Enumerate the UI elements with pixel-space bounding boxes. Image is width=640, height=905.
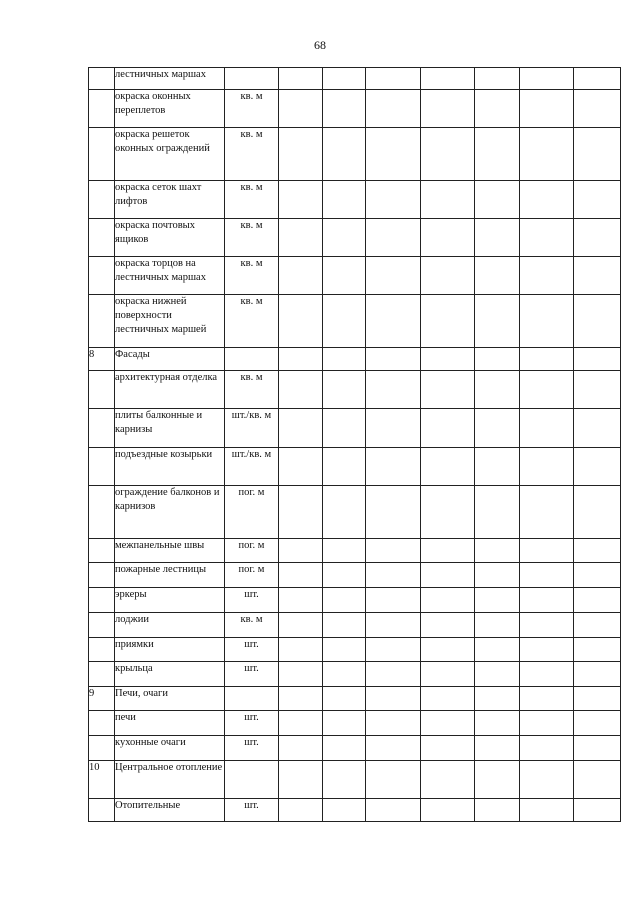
empty-cell: [279, 181, 323, 219]
empty-cell: [421, 539, 475, 563]
empty-cell: [475, 486, 520, 539]
empty-cell: [279, 128, 323, 181]
work-name-cell: межпанельные швы: [115, 539, 225, 563]
work-name-cell: Печи, очаги: [115, 687, 225, 711]
unit-cell: кв. м: [225, 295, 279, 348]
page-number: 68: [314, 38, 326, 52]
empty-cell: [279, 371, 323, 409]
work-name-cell: Фасады: [115, 348, 225, 371]
empty-cell: [323, 539, 366, 563]
empty-cell: [520, 128, 574, 181]
empty-cell: [475, 371, 520, 409]
row-number-cell: [89, 128, 115, 181]
empty-cell: [421, 613, 475, 638]
unit-cell: пог. м: [225, 539, 279, 563]
empty-cell: [520, 563, 574, 588]
empty-cell: [421, 409, 475, 448]
empty-cell: [366, 371, 421, 409]
empty-cell: [574, 799, 621, 822]
row-number-cell: [89, 711, 115, 736]
empty-cell: [520, 539, 574, 563]
empty-cell: [520, 181, 574, 219]
empty-cell: [574, 68, 621, 90]
empty-cell: [520, 662, 574, 687]
table-row: [89, 68, 621, 90]
empty-cell: [421, 711, 475, 736]
unit-cell: пог. м: [225, 563, 279, 588]
empty-cell: [279, 90, 323, 128]
table-row: [89, 448, 621, 486]
empty-cell: [366, 448, 421, 486]
empty-cell: [421, 638, 475, 662]
unit-cell: шт./кв. м: [225, 448, 279, 486]
work-name-cell: окраска почтовых ящиков: [115, 219, 225, 257]
empty-cell: [475, 563, 520, 588]
work-name-cell: окраска нижней поверхности лестничных маршей: [115, 295, 225, 348]
empty-cell: [574, 181, 621, 219]
row-number-cell: 10: [89, 761, 115, 799]
empty-cell: [475, 90, 520, 128]
unit-cell: кв. м: [225, 613, 279, 638]
empty-cell: [323, 588, 366, 613]
row-number-cell: [89, 68, 115, 90]
empty-cell: [574, 90, 621, 128]
table-row: [89, 257, 621, 295]
empty-cell: [520, 219, 574, 257]
unit-cell: шт.: [225, 799, 279, 822]
empty-cell: [475, 539, 520, 563]
unit-cell: кв. м: [225, 128, 279, 181]
empty-cell: [421, 761, 475, 799]
empty-cell: [366, 409, 421, 448]
empty-cell: [323, 90, 366, 128]
unit-cell: кв. м: [225, 219, 279, 257]
empty-cell: [520, 761, 574, 799]
empty-cell: [279, 563, 323, 588]
empty-cell: [574, 257, 621, 295]
empty-cell: [574, 563, 621, 588]
empty-cell: [279, 613, 323, 638]
empty-cell: [475, 295, 520, 348]
empty-cell: [279, 348, 323, 371]
empty-cell: [323, 348, 366, 371]
empty-cell: [520, 371, 574, 409]
empty-cell: [574, 348, 621, 371]
empty-cell: [520, 736, 574, 761]
empty-cell: [323, 128, 366, 181]
table-row: [89, 563, 621, 588]
empty-cell: [279, 736, 323, 761]
empty-cell: [421, 90, 475, 128]
empty-cell: [421, 257, 475, 295]
empty-cell: [323, 295, 366, 348]
empty-cell: [323, 711, 366, 736]
table-row: [89, 588, 621, 613]
empty-cell: [323, 486, 366, 539]
empty-cell: [475, 257, 520, 295]
empty-cell: [421, 348, 475, 371]
empty-cell: [574, 662, 621, 687]
empty-cell: [475, 68, 520, 90]
work-name-cell: крыльца: [115, 662, 225, 687]
unit-cell: [225, 687, 279, 711]
empty-cell: [366, 539, 421, 563]
work-name-cell: ограждение балконов и карнизов: [115, 486, 225, 539]
row-number-cell: [89, 662, 115, 687]
empty-cell: [279, 638, 323, 662]
empty-cell: [366, 219, 421, 257]
empty-cell: [574, 711, 621, 736]
table-row: [89, 736, 621, 761]
unit-cell: шт.: [225, 711, 279, 736]
work-name-cell: Центральное отопление: [115, 761, 225, 799]
work-name-cell: приямки: [115, 638, 225, 662]
row-number-cell: [89, 799, 115, 822]
row-number-cell: [89, 219, 115, 257]
empty-cell: [366, 257, 421, 295]
unit-cell: шт./кв. м: [225, 409, 279, 448]
empty-cell: [279, 409, 323, 448]
table-row: [89, 181, 621, 219]
work-name-cell: окраска торцов на лестничных маршах: [115, 257, 225, 295]
table-row: [89, 711, 621, 736]
empty-cell: [475, 613, 520, 638]
empty-cell: [323, 613, 366, 638]
empty-cell: [520, 711, 574, 736]
empty-cell: [574, 219, 621, 257]
table-row: [89, 371, 621, 409]
empty-cell: [279, 662, 323, 687]
unit-cell: кв. м: [225, 257, 279, 295]
empty-cell: [475, 128, 520, 181]
row-number-cell: [89, 409, 115, 448]
empty-cell: [323, 662, 366, 687]
empty-cell: [574, 486, 621, 539]
table-row: [89, 687, 621, 711]
row-number-cell: [89, 181, 115, 219]
empty-cell: [366, 128, 421, 181]
unit-cell: [225, 68, 279, 90]
empty-cell: [279, 687, 323, 711]
empty-cell: [475, 588, 520, 613]
empty-cell: [323, 409, 366, 448]
empty-cell: [520, 448, 574, 486]
unit-cell: пог. м: [225, 486, 279, 539]
row-number-cell: [89, 257, 115, 295]
empty-cell: [366, 295, 421, 348]
empty-cell: [475, 181, 520, 219]
empty-cell: [520, 90, 574, 128]
empty-cell: [421, 219, 475, 257]
empty-cell: [574, 539, 621, 563]
empty-cell: [279, 799, 323, 822]
empty-cell: [323, 371, 366, 409]
empty-cell: [279, 711, 323, 736]
empty-cell: [366, 588, 421, 613]
empty-cell: [574, 128, 621, 181]
table-row: [89, 662, 621, 687]
empty-cell: [574, 371, 621, 409]
empty-cell: [520, 588, 574, 613]
empty-cell: [279, 295, 323, 348]
empty-cell: [520, 613, 574, 638]
work-name-cell: лестничных маршах: [115, 68, 225, 90]
table-row: [89, 539, 621, 563]
work-name-cell: окраска оконных переплетов: [115, 90, 225, 128]
empty-cell: [574, 638, 621, 662]
empty-cell: [323, 799, 366, 822]
empty-cell: [366, 662, 421, 687]
empty-cell: [366, 736, 421, 761]
empty-cell: [475, 711, 520, 736]
empty-cell: [366, 181, 421, 219]
empty-cell: [520, 409, 574, 448]
empty-cell: [366, 638, 421, 662]
empty-cell: [520, 638, 574, 662]
empty-cell: [323, 638, 366, 662]
empty-cell: [574, 736, 621, 761]
empty-cell: [279, 588, 323, 613]
row-number-cell: [89, 371, 115, 409]
empty-cell: [421, 448, 475, 486]
empty-cell: [323, 736, 366, 761]
empty-cell: [475, 348, 520, 371]
empty-cell: [475, 687, 520, 711]
empty-cell: [520, 687, 574, 711]
unit-cell: кв. м: [225, 371, 279, 409]
unit-cell: шт.: [225, 638, 279, 662]
empty-cell: [421, 736, 475, 761]
empty-cell: [421, 799, 475, 822]
unit-cell: кв. м: [225, 181, 279, 219]
table-row: [89, 128, 621, 181]
empty-cell: [323, 257, 366, 295]
empty-cell: [421, 662, 475, 687]
empty-cell: [574, 761, 621, 799]
empty-cell: [279, 257, 323, 295]
empty-cell: [520, 295, 574, 348]
work-name-cell: окраска сеток шахт лифтов: [115, 181, 225, 219]
work-name-cell: архитектурная отделка: [115, 371, 225, 409]
empty-cell: [366, 687, 421, 711]
table-row: [89, 799, 621, 822]
empty-cell: [574, 687, 621, 711]
empty-cell: [520, 348, 574, 371]
empty-cell: [574, 588, 621, 613]
empty-cell: [323, 687, 366, 711]
row-number-cell: [89, 90, 115, 128]
unit-cell: [225, 761, 279, 799]
works-table: [88, 67, 621, 822]
unit-cell: шт.: [225, 662, 279, 687]
row-number-cell: [89, 736, 115, 761]
empty-cell: [323, 761, 366, 799]
row-number-cell: 9: [89, 687, 115, 711]
empty-cell: [475, 638, 520, 662]
work-name-cell: эркеры: [115, 588, 225, 613]
empty-cell: [279, 486, 323, 539]
empty-cell: [574, 448, 621, 486]
empty-cell: [366, 68, 421, 90]
work-name-cell: лоджии: [115, 613, 225, 638]
table-row: [89, 219, 621, 257]
work-name-cell: пожарные лестницы: [115, 563, 225, 588]
empty-cell: [421, 588, 475, 613]
row-number-cell: [89, 563, 115, 588]
empty-cell: [475, 662, 520, 687]
empty-cell: [323, 181, 366, 219]
empty-cell: [279, 448, 323, 486]
table-row: [89, 638, 621, 662]
empty-cell: [475, 799, 520, 822]
empty-cell: [279, 219, 323, 257]
row-number-cell: [89, 613, 115, 638]
work-name-cell: кухонные очаги: [115, 736, 225, 761]
empty-cell: [323, 563, 366, 588]
table-row: [89, 409, 621, 448]
empty-cell: [574, 295, 621, 348]
row-number-cell: [89, 448, 115, 486]
empty-cell: [421, 68, 475, 90]
empty-cell: [366, 761, 421, 799]
empty-cell: [475, 448, 520, 486]
row-number-cell: [89, 638, 115, 662]
table-row: [89, 486, 621, 539]
empty-cell: [520, 257, 574, 295]
table-row: [89, 348, 621, 371]
row-number-cell: [89, 588, 115, 613]
work-name-cell: подъездные козырьки: [115, 448, 225, 486]
empty-cell: [323, 448, 366, 486]
unit-cell: шт.: [225, 588, 279, 613]
row-number-cell: [89, 486, 115, 539]
empty-cell: [520, 799, 574, 822]
empty-cell: [421, 563, 475, 588]
empty-cell: [475, 219, 520, 257]
empty-cell: [279, 68, 323, 90]
empty-cell: [475, 761, 520, 799]
work-name-cell: печи: [115, 711, 225, 736]
table-row: [89, 761, 621, 799]
empty-cell: [366, 486, 421, 539]
empty-cell: [421, 181, 475, 219]
empty-cell: [421, 295, 475, 348]
empty-cell: [574, 409, 621, 448]
table-row: [89, 90, 621, 128]
empty-cell: [421, 371, 475, 409]
empty-cell: [323, 68, 366, 90]
empty-cell: [475, 736, 520, 761]
row-number-cell: [89, 539, 115, 563]
work-name-cell: плиты балконные и карнизы: [115, 409, 225, 448]
table-row: [89, 295, 621, 348]
table-row: [89, 613, 621, 638]
empty-cell: [520, 68, 574, 90]
work-name-cell: окраска решеток оконных ограждений: [115, 128, 225, 181]
empty-cell: [366, 348, 421, 371]
empty-cell: [421, 128, 475, 181]
empty-cell: [279, 539, 323, 563]
empty-cell: [323, 219, 366, 257]
empty-cell: [366, 799, 421, 822]
empty-cell: [520, 486, 574, 539]
empty-cell: [574, 613, 621, 638]
unit-cell: шт.: [225, 736, 279, 761]
unit-cell: кв. м: [225, 90, 279, 128]
empty-cell: [475, 409, 520, 448]
empty-cell: [366, 613, 421, 638]
empty-cell: [366, 90, 421, 128]
empty-cell: [279, 761, 323, 799]
row-number-cell: 8: [89, 348, 115, 371]
empty-cell: [421, 486, 475, 539]
row-number-cell: [89, 295, 115, 348]
empty-cell: [421, 687, 475, 711]
empty-cell: [366, 563, 421, 588]
empty-cell: [366, 711, 421, 736]
work-name-cell: Отопительные: [115, 799, 225, 822]
unit-cell: [225, 348, 279, 371]
